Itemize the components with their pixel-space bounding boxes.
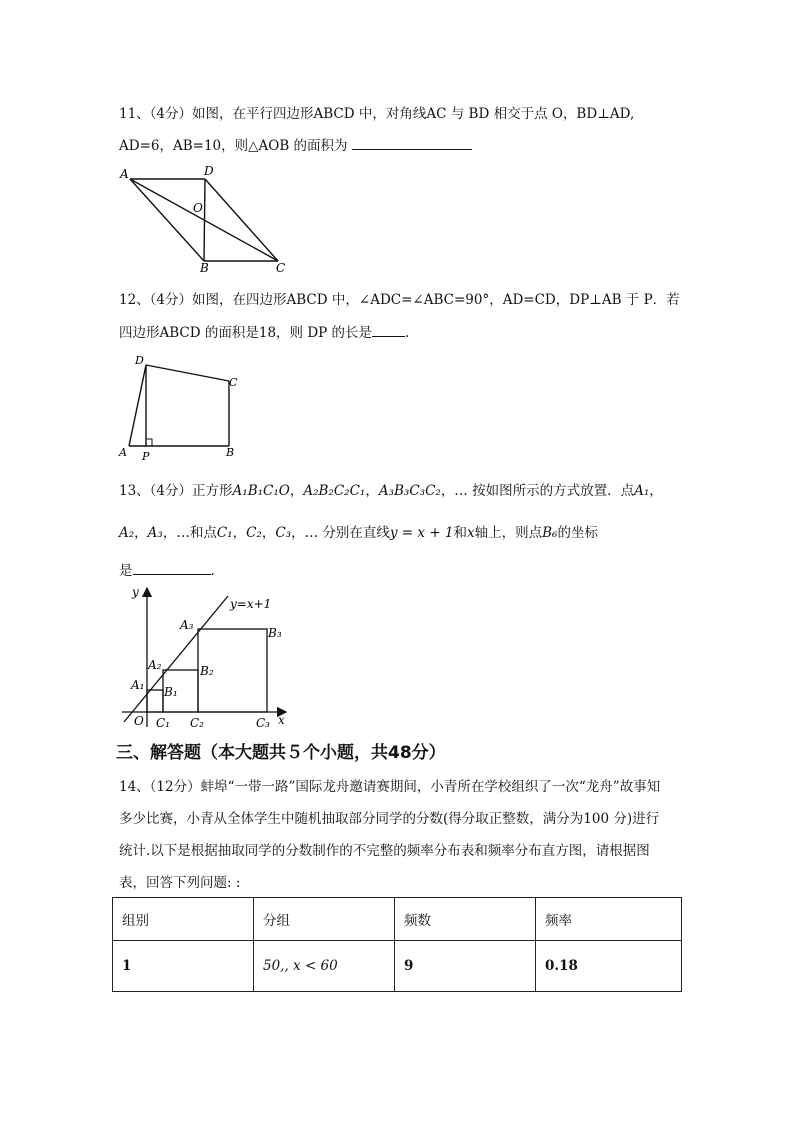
q13-point-a2: A₂ xyxy=(119,525,135,541)
q13-text-b: ，… 按如图所示的方式放置．点 xyxy=(440,483,635,499)
q13-square-1: A₁B₁C₁O xyxy=(232,483,290,499)
q13-label-b2: B₂ xyxy=(200,664,214,678)
q13-point-c1: C₁ xyxy=(216,525,233,541)
q13-squares-graph xyxy=(118,582,298,730)
table-cell-range: 50,, x < 60 xyxy=(254,941,395,992)
q13-sep-3: ， xyxy=(134,525,148,541)
q13-label-c3: C₃ xyxy=(256,716,270,730)
q11-line2 xyxy=(119,135,472,156)
q11-parallelogram-figure xyxy=(118,160,293,275)
table-row xyxy=(113,941,682,992)
q13-line-label: y=x+1 xyxy=(230,597,272,611)
q13-line3 xyxy=(119,560,215,581)
table-cell-count: 9 xyxy=(395,941,536,992)
q13-point-b6: B₆ xyxy=(542,525,558,541)
q12-label-c: C xyxy=(229,376,238,389)
section-heading: 三、解答题（本大题共５个小题，共48分） xyxy=(116,743,446,763)
q13-equation: y = x + 1 xyxy=(389,525,454,541)
q13-text-c: ， xyxy=(649,483,663,499)
q13-x-label: x xyxy=(278,713,285,727)
q13-x-var: x xyxy=(467,525,475,541)
q12-label-b: B xyxy=(226,446,235,459)
q12-label-d: D xyxy=(135,354,144,367)
q11-line1: 11、（4分）如图，在平行四边形ABCD 中，对角线AC 与 BD 相交于点 O，BD⊥AD, xyxy=(119,106,635,122)
q13-text-f: 和 xyxy=(453,525,468,541)
q14-line3: 统计.以下是根据抽取同学的分数制作的不完整的频率分布表和频率分布直方图，请根据图 xyxy=(119,843,650,859)
q14-line1: 14、（12分）蚌埠“一带一路”国际龙舟邀请赛期间，小青所在学校组织了一次“龙舟”故事知 xyxy=(119,779,661,795)
q12-label-p: P xyxy=(142,450,150,462)
table-header-freq: 频率 xyxy=(536,898,682,941)
q13-text-a: 13、（4分）正方形 xyxy=(119,483,233,499)
q13-point-c3: C₃ xyxy=(275,525,292,541)
q11-line2-text: AD=6，AB=10，则△AOB 的面积为 xyxy=(119,138,348,154)
q13-label-c2: C₂ xyxy=(190,716,204,730)
q13-sep-1: ， xyxy=(289,483,304,499)
q12-line2 xyxy=(119,322,409,343)
q13-line3-text: 是 xyxy=(119,563,133,579)
q13-label-b1: B₁ xyxy=(164,685,178,699)
q12-label-a: A xyxy=(119,446,127,459)
table-header-range: 分组 xyxy=(254,898,395,941)
q12-quadrilateral-figure xyxy=(116,350,246,462)
q14-line2: 多少比赛，小青从全体学生中随机抽取部分同学的分数(得分取正整数，满分为100 分)进行 xyxy=(119,811,660,827)
q11-label-d: D xyxy=(204,164,214,178)
q13-answer-blank xyxy=(133,560,211,575)
q13-sep-2: ， xyxy=(365,483,379,499)
q13-line3-end: . xyxy=(210,563,215,579)
table-header-group: 组别 xyxy=(113,898,254,941)
q11-label-o: O xyxy=(193,201,203,215)
table-header-count: 频数 xyxy=(395,898,536,941)
q13-text-h: 的坐标 xyxy=(557,525,598,541)
table-cell-freq: 0.18 xyxy=(536,941,682,992)
q13-origin-label: O xyxy=(134,714,144,728)
q12-line1: 12、（4分）如图，在四边形ABCD 中，∠ADC=∠ABC=90°，AD=CD，DP⊥AB 于 P．若 xyxy=(119,292,680,308)
table-cell-group: 1 xyxy=(113,941,254,992)
q13-point-a1: A₁ xyxy=(634,483,650,499)
q13-point-c2: C₂ xyxy=(246,525,262,541)
q13-line-yx1 xyxy=(124,596,228,722)
q13-label-a2: A₂ xyxy=(148,658,162,672)
q11-label-a: A xyxy=(120,167,129,181)
q13-label-b3: B₃ xyxy=(268,626,282,640)
q13-line2 xyxy=(119,523,598,543)
q12-line2-text: 四边形ABCD 的面积是18，则 DP 的长是 xyxy=(119,325,373,341)
q12-answer-blank xyxy=(372,322,405,337)
q13-sep-5: ， xyxy=(261,525,276,541)
q13-text-g: 轴上，则点 xyxy=(474,525,543,541)
q13-line1 xyxy=(119,481,663,501)
q13-square-2: A₂B₂C₂C₁ xyxy=(303,483,366,499)
q13-point-a3: A₃ xyxy=(147,525,163,541)
q13-label-c1: C₁ xyxy=(156,716,170,730)
q13-text-e: ，… 分别在直线 xyxy=(291,525,390,541)
q13-sep-4: ， xyxy=(232,525,247,541)
q14-line4: 表，回答下列问题: : xyxy=(119,875,241,891)
q13-y-label: y xyxy=(132,585,139,599)
q11-label-c: C xyxy=(276,261,286,275)
table-header-row xyxy=(113,898,682,941)
q13-label-a3: A₃ xyxy=(180,618,194,632)
q13-text-d: ，…和点 xyxy=(162,525,217,541)
q11-answer-blank xyxy=(352,135,472,150)
q11-label-b: B xyxy=(200,261,209,275)
q12-line2-end: . xyxy=(405,325,410,341)
frequency-table xyxy=(112,897,682,992)
q13-square-3: A₃B₃C₃C₂ xyxy=(378,483,441,499)
q13-label-a1: A₁ xyxy=(131,678,145,692)
